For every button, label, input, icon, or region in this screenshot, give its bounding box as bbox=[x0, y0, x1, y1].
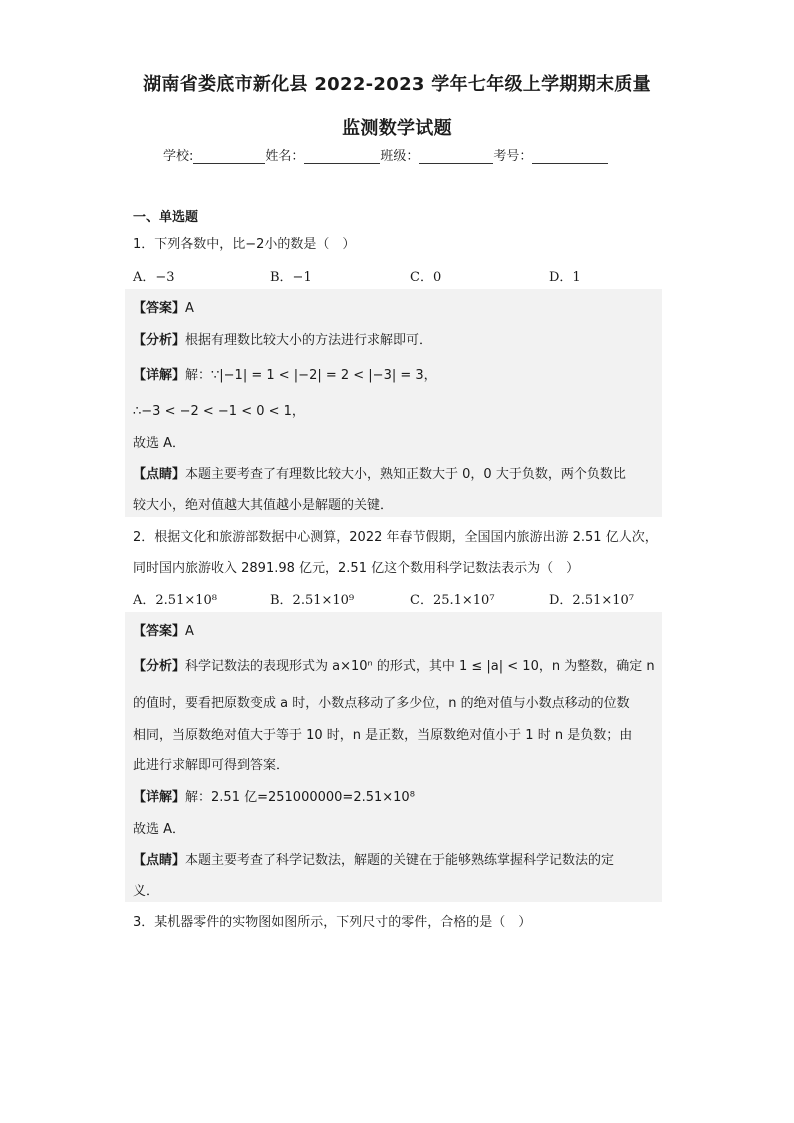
q1-detail-line-3: 故选 A． bbox=[133, 436, 186, 451]
q1-analysis-line bbox=[133, 329, 663, 348]
detail-text: 解：∵|−1| = 1 < |−2| = 2 < |−3| = 3， bbox=[185, 368, 437, 383]
name-blank[interactable] bbox=[304, 149, 380, 164]
title-line-1: 湖南省娄底市新化县 2022-2023 学年七年级上学期期末质量 bbox=[143, 74, 651, 95]
number-label: 考号： bbox=[493, 149, 533, 164]
detail-text: 解：2.51 亿=251000000=2.51×10⁸ bbox=[185, 790, 415, 805]
comment-text: 本题主要考查了科学记数法，解题的关键在于能够熟练掌握科学记数法的定 bbox=[185, 853, 615, 868]
analysis-text: 根据有理数比较大小的方法进行求解即可． bbox=[185, 333, 433, 348]
answer-tag: 【答案】 bbox=[133, 301, 186, 316]
comment-text: 本题主要考查了有理数比较大小，熟知正数大于 0，0 大于负数，两个负数比 bbox=[185, 467, 626, 482]
option-d: D．2.51×10⁷ bbox=[549, 593, 635, 608]
q2-comment-line-2: 义． bbox=[133, 884, 160, 899]
option-a: A．2.51×10⁸ bbox=[133, 593, 217, 608]
q2-analysis-line-2: 的值时，要看把原数变成 a 时，小数点移动了多少位，n 的绝对值与小数点移动的位数 bbox=[133, 696, 630, 711]
class-label: 班级： bbox=[380, 149, 420, 164]
q2-answer-line bbox=[133, 620, 663, 639]
detail-tag: 【详解】 bbox=[133, 368, 186, 383]
option-c: C．25.1×10⁷ bbox=[410, 593, 495, 608]
option-c: C．0 bbox=[410, 270, 442, 285]
name-label: 姓名： bbox=[265, 149, 305, 164]
analysis-tag: 【分析】 bbox=[133, 333, 186, 348]
q1-answer-line bbox=[133, 297, 663, 316]
option-b: B．−1 bbox=[270, 270, 312, 285]
class-blank[interactable] bbox=[419, 149, 493, 164]
q1-detail-line-2: ∴−3 < −2 < −1 < 0 < 1， bbox=[133, 404, 305, 419]
q2-detail-line-2: 故选 A． bbox=[133, 822, 186, 837]
answer-value: A bbox=[185, 301, 194, 316]
question-1-stem: 1．下列各数中，比−2小的数是（ ） bbox=[133, 237, 356, 252]
answer-value: A bbox=[185, 624, 194, 639]
answer-tag: 【答案】 bbox=[133, 624, 186, 639]
q2-detail-line-1 bbox=[133, 786, 663, 805]
analysis-text: 科学记数法的表现形式为 a×10ⁿ 的形式，其中 1 ≤ |a| < 10，n 为整数，确定 n bbox=[185, 659, 655, 674]
question-3-stem: 3．某机器零件的实物图如图所示，下列尺寸的零件，合格的是（ ） bbox=[133, 915, 532, 930]
q2-analysis-line-3: 相同，当原数绝对值大于等于 10 时，n 是正数，当原数绝对值小于 1 时 n 是负数；由 bbox=[133, 728, 633, 743]
option-d: D．1 bbox=[549, 270, 581, 285]
question-2-stem-line-1: 2．根据文化和旅游部数据中心测算，2022 年春节假期，全国国内旅游出游 2.51 亿人次， bbox=[133, 530, 658, 545]
q1-detail-line-1 bbox=[133, 364, 663, 383]
number-blank[interactable] bbox=[532, 149, 608, 164]
q2-comment-line-1 bbox=[133, 849, 663, 868]
q2-analysis-line-4: 此进行求解即可得到答案． bbox=[133, 758, 290, 773]
q1-comment-line-2: 较大小，绝对值越大其值越小是解题的关键． bbox=[133, 498, 394, 513]
detail-tag: 【详解】 bbox=[133, 790, 186, 805]
comment-tag: 【点睛】 bbox=[133, 853, 186, 868]
school-blank[interactable] bbox=[193, 149, 265, 164]
analysis-tag: 【分析】 bbox=[133, 659, 186, 674]
option-a: A．−3 bbox=[133, 270, 175, 285]
school-label: 学校: bbox=[163, 149, 194, 164]
question-2-stem-line-2: 同时国内旅游收入 2891.98 亿元，2.51 亿这个数用科学记数法表示为（ ） bbox=[133, 561, 580, 576]
section-heading: 一、单选题 bbox=[133, 210, 199, 225]
student-info-row bbox=[163, 145, 608, 164]
q2-analysis-line-1 bbox=[133, 655, 663, 674]
comment-tag: 【点睛】 bbox=[133, 467, 186, 482]
title-line-2: 监测数学试题 bbox=[342, 118, 452, 139]
q1-comment-line-1 bbox=[133, 463, 663, 482]
option-b: B．2.51×10⁹ bbox=[270, 593, 355, 608]
